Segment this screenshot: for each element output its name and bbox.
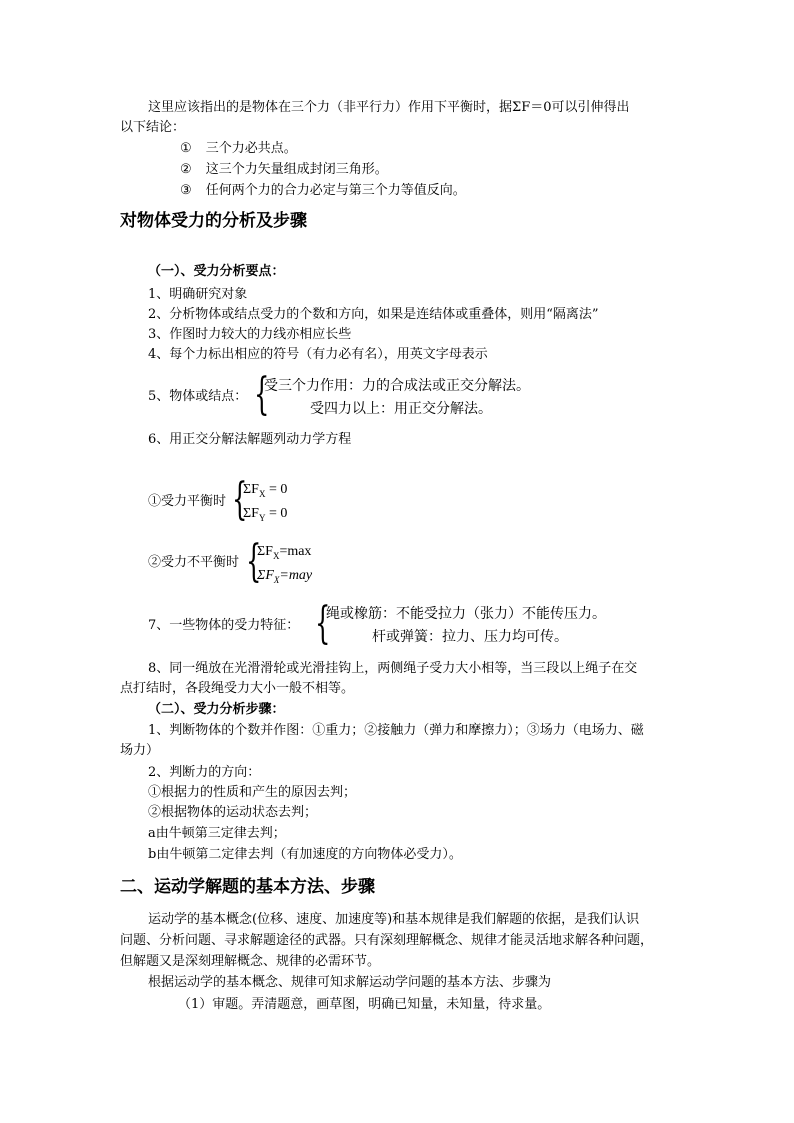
equation-subscript: X — [272, 550, 280, 561]
equation-sum-fy — [243, 504, 287, 528]
left-brace-icon: { — [254, 369, 270, 420]
conclusion-text: 这三个力矢量组成封闭三角形。 — [205, 162, 388, 177]
point-8-line-1: 8、同一绳放在光滑滑轮或光滑挂钩上，两侧绳子受力大小相等，当三段以上绳子在交 — [148, 661, 638, 676]
point-2: 2、分析物体或结点受力的个数和方向，如果是连结体或重叠体，则用“隔离法” — [148, 307, 599, 322]
point-5-label: 5、物体或结点： — [148, 389, 248, 404]
equation-subscript: X — [273, 574, 280, 585]
step-1-line-2: 场力） — [120, 743, 160, 758]
equation-rhs: = 0 — [265, 506, 288, 521]
equation-symbol: ΣF — [257, 544, 273, 559]
conclusion-item — [180, 181, 466, 201]
kinematics-step-1: （1）审题。弄清题意，画草图，明确已知量，未知量，待求量。 — [178, 997, 551, 1012]
kinematics-para-line-3: 但解题又是深刻理解概念、规律的必需环节。 — [120, 954, 381, 969]
equation-symbol: ΣF — [243, 482, 259, 497]
equation-subscript: Y — [258, 512, 266, 523]
equation-rhs: =max — [279, 544, 312, 559]
left-brace-icon: { — [246, 536, 262, 587]
point-7-label: 7、一些物体的受力特征： — [148, 618, 300, 633]
intro-line-2: 以下结论： — [120, 120, 186, 135]
section-heading: 二、运动学解题的基本方法、步骤 — [120, 877, 375, 897]
equation-rhs: = 0 — [265, 482, 288, 497]
point-5-option-a: 受三个力作用：力的合成法或正交分解法。 — [264, 378, 530, 394]
conclusion-number: ③ — [180, 183, 192, 198]
left-brace-icon: { — [315, 598, 331, 649]
equation-newton-x — [257, 542, 311, 566]
equilibrium-label: ①受力平衡时 — [148, 494, 227, 509]
point-8-line-2: 点打结时，各段绳受力大小一般不相等。 — [120, 681, 355, 696]
equation-sum-fx — [243, 480, 287, 504]
kinematics-para-2: 根据运动学的基本概念、规律可知求解运动学问题的基本方法、步骤为 — [148, 975, 552, 990]
intro-line-1: 这里应该指出的是物体在三个力（非平行力）作用下平衡时，据ΣF＝0可以引伸得出 — [148, 100, 630, 115]
subheading: （一）、受力分析要点： — [148, 264, 285, 279]
step-1-line-1: 1、判断物体的个数并作图：①重力；②接触力（弹力和摩擦力）；③场力（电场力、磁 — [148, 723, 644, 738]
step-2-a: ①根据力的性质和产生的原因去判； — [148, 785, 357, 800]
step-2-c: a由牛顿第三定律去判； — [148, 826, 286, 841]
subheading: （二）、受力分析步骤： — [148, 702, 285, 717]
point-3: 3、作图时力较大的力线亦相应长些 — [148, 327, 352, 342]
non-equilibrium-label: ②受力不平衡时 — [148, 555, 240, 570]
step-2-b: ②根据物体的运动状态去判； — [148, 805, 318, 820]
point-4: 4、每个力标出相应的符号（有力必有名），用英文字母表示 — [148, 347, 488, 362]
equation-newton-y — [257, 566, 312, 590]
point-5-option-b: 受四力以上：用正交分解法。 — [310, 401, 492, 417]
left-brace-icon: { — [232, 474, 248, 525]
conclusion-text: 任何两个力的合力必定与第三个力等值反向。 — [205, 183, 466, 198]
point-6: 6、用正交分解法解题列动力学方程 — [148, 432, 352, 447]
conclusion-number: ① — [180, 141, 192, 156]
point-7-rope: 绳或橡筋：不能受拉力（张力）不能传压力。 — [326, 606, 606, 622]
equation-symbol: ΣF — [257, 568, 274, 583]
equation-subscript: X — [258, 488, 266, 499]
equation-rhs: =may — [279, 568, 313, 583]
point-7-rod: 杆或弹簧：拉力、压力均可传。 — [372, 629, 568, 645]
point-1: 1、明确研究对象 — [148, 287, 248, 302]
step-2: 2、判断力的方向： — [148, 765, 261, 780]
conclusion-item — [180, 139, 297, 159]
conclusion-item — [180, 160, 388, 180]
conclusion-number: ② — [180, 162, 192, 177]
equation-symbol: ΣF — [243, 506, 259, 521]
kinematics-para-line-2: 问题、分析问题、寻求解题途径的武器。只有深刻理解概念、规律才能灵活地求解各种问题， — [120, 933, 654, 948]
step-2-d: b由牛顿第二定律去判（有加速度的方向物体必受力）。 — [148, 847, 462, 862]
section-heading: 对物体受力的分析及步骤 — [120, 211, 307, 231]
kinematics-para-line-1: 运动学的基本概念(位移、速度、加速度等)和基本规律是我们解题的依据，是我们认识 — [148, 912, 640, 927]
conclusion-text: 三个力必共点。 — [205, 141, 297, 156]
